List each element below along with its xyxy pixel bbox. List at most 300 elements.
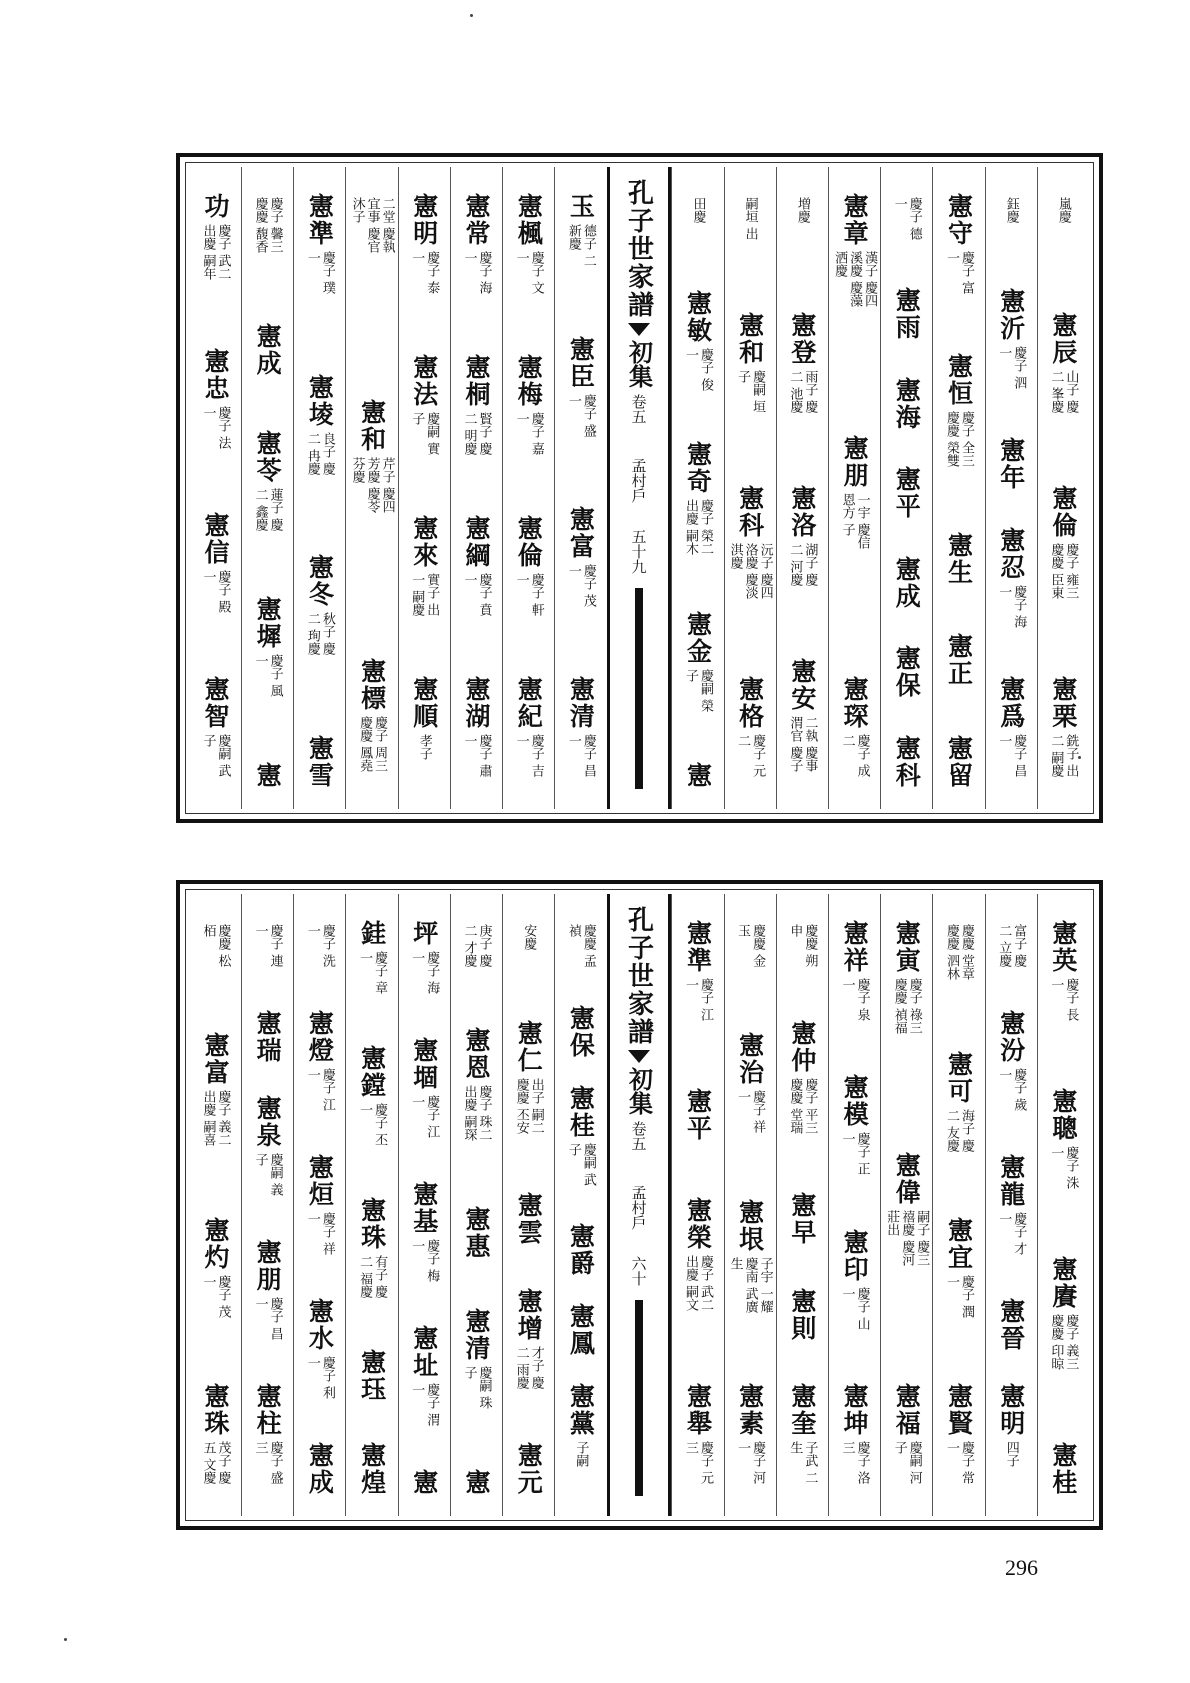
person-name: 憲科 — [892, 734, 922, 789]
entry-annotation: 海子 慶二 友慶 — [943, 1108, 974, 1152]
person-name: 憲奎 — [787, 1383, 817, 1438]
entry-annotation: 慶子 海一 — [996, 585, 1027, 629]
genealogy-entry — [728, 485, 773, 616]
genealogy-entry — [683, 1197, 713, 1328]
person-name: 憲忠 — [200, 348, 230, 403]
person-name: 憲年 — [996, 437, 1026, 491]
entry-annotation: 賢子 慶二 明慶 — [461, 412, 492, 456]
person-name: 憲順 — [409, 676, 439, 731]
entry-column — [190, 167, 241, 809]
entry-annotation: 四子 — [1003, 1441, 1019, 1468]
genealogy-entry — [409, 1469, 439, 1496]
person-name: 憲雪 — [305, 734, 335, 789]
entry-annotation: 富子 慶二 立慶 — [996, 924, 1027, 968]
genealogy-entry — [409, 1181, 439, 1294]
genealogy-entry — [944, 1383, 974, 1496]
entry-annotation: 慶子 周三 慶慶 鳳堯 — [357, 716, 388, 773]
person-name: 憲桂 — [566, 1084, 596, 1139]
entry-annotation: 慶子 常一 — [943, 1441, 974, 1485]
entry-annotation: 慶子 嘉一 — [513, 412, 544, 456]
genealogy-entry — [683, 920, 713, 1033]
scan-speck — [470, 14, 473, 17]
genealogy-entry — [357, 920, 387, 1006]
entry-annotation: 慶慶 朔申 — [787, 924, 818, 968]
person-name: 憲來 — [409, 515, 439, 570]
genealogy-entry — [566, 1303, 596, 1358]
person-name: 憲明 — [996, 1383, 1026, 1438]
person-name: 憲治 — [735, 1032, 765, 1087]
genealogy-entry — [892, 645, 922, 700]
entry-column — [776, 167, 828, 809]
person-name: 憲梅 — [514, 354, 544, 409]
entry-annotation: 湖子 慶二 河慶 — [787, 543, 818, 587]
entry-column — [398, 894, 450, 1516]
person-name: 憲格 — [735, 676, 765, 731]
person-name: 憲珠 — [357, 1196, 387, 1251]
genealogy-entry — [566, 920, 596, 979]
genealogy-entry — [461, 515, 491, 628]
entry-annotation: 慶子 肅一 — [461, 734, 492, 778]
person-name: 憲珏 — [357, 1348, 387, 1403]
genealogy-entry — [461, 1308, 491, 1421]
person-name: 憲琛 — [840, 676, 870, 731]
person-name: 憲忍 — [996, 527, 1026, 582]
genealogy-entry — [305, 374, 335, 487]
genealogy-entry — [409, 920, 439, 1006]
genealogy-entry — [683, 441, 713, 572]
person-name: 憲楓 — [514, 193, 544, 247]
genealogy-entry — [996, 1298, 1026, 1352]
genealogy-entry — [892, 466, 922, 521]
entry-column — [241, 167, 293, 809]
person-name: 憲元 — [514, 1441, 544, 1496]
entry-annotation: 慶子 義三 慶慶 印晾 — [1048, 1313, 1079, 1370]
entry-annotation: 沅子 慶四 洛慶 慶淡 淇慶 — [727, 543, 773, 600]
genealogy-entry — [996, 437, 1026, 491]
entry-annotation: 子嗣 — [573, 1441, 589, 1468]
person-name: 憲朋 — [840, 434, 870, 489]
person-name: 憲英 — [1048, 920, 1078, 974]
entry-annotation: 慶子 吉一 — [513, 734, 544, 778]
entry-annotation: 慶子 盛一 — [565, 394, 596, 438]
genealogy-entry — [735, 312, 765, 425]
entry-annotation: 實子 出一 嗣慶 — [409, 573, 440, 617]
person-name: 憲雨 — [892, 287, 922, 342]
entry-annotation: 慶子 雍三 慶慶 臣東 — [1048, 543, 1079, 600]
entry-annotation: 慶子 才一 — [996, 1212, 1027, 1256]
genealogy-entry — [200, 1217, 230, 1330]
entry-column — [398, 167, 450, 809]
person-name: 憲和 — [735, 312, 765, 367]
person-name: 憲桂 — [1048, 1441, 1078, 1496]
person-name: 憲 — [461, 1468, 491, 1496]
genealogy-leaf-59 — [176, 153, 1103, 823]
genealogy-entry — [840, 920, 870, 1033]
person-name: 憲增 — [514, 1287, 544, 1342]
entry-annotation: 慶子 河一 — [735, 1441, 766, 1485]
entry-annotation: 慶子 全三 慶慶 榮雙 — [943, 411, 974, 468]
person-name: 憲信 — [200, 512, 230, 567]
entry-annotation: 慶子 昌一 — [996, 734, 1027, 778]
entry-annotation: 慶嗣 實子 — [409, 412, 440, 456]
genealogy-entry — [566, 1383, 596, 1496]
genealogy-entry — [253, 1383, 283, 1496]
entry-annotation: 芹子 慶四 芳慶 慶苓 芬慶 — [349, 456, 395, 513]
person-name: 功 — [200, 193, 230, 220]
genealogy-entry — [996, 288, 1026, 401]
entry-annotation: 嗣垣 出 — [742, 197, 758, 241]
entry-annotation: 慶嗣 河子 — [891, 1441, 922, 1485]
genealogy-entry — [840, 1383, 870, 1496]
entry-column — [828, 894, 880, 1516]
genealogy-entry — [461, 1205, 491, 1260]
household-label: 孟村戶 — [629, 458, 648, 503]
entry-annotation: 慶子 賁一 — [461, 573, 492, 617]
page-number: 296 — [1005, 1555, 1038, 1580]
person-name: 憲早 — [787, 1192, 817, 1247]
entry-annotation: 嗣子 慶三 禧慶 慶河 莊出 — [884, 1209, 930, 1266]
entry-column — [554, 894, 606, 1516]
person-name: 憲恒 — [944, 353, 974, 408]
entry-annotation: 山子 慶二 峯慶 — [1048, 370, 1079, 414]
entry-annotation: 慶子 茂一 — [565, 564, 596, 608]
entry-annotation: 慶子 武二 出慶 嗣文 — [682, 1255, 713, 1312]
person-name: 憲成 — [253, 323, 283, 378]
person-name: 憲灼 — [200, 1216, 230, 1271]
genealogy-entry — [944, 353, 974, 484]
entry-annotation: 有子 慶二 福慶 — [357, 1254, 388, 1298]
entry-annotation: 鈺慶 — [1003, 197, 1019, 223]
genealogy-entry — [253, 1239, 283, 1352]
entry-column — [293, 894, 345, 1516]
person-name: 憲清 — [461, 1308, 491, 1363]
person-name: 憲汾 — [996, 1010, 1026, 1064]
entry-annotation: 德子 二 新慶 — [565, 224, 596, 268]
genealogy-entry — [795, 193, 810, 252]
genealogy-entry — [253, 761, 283, 789]
entry-column — [293, 167, 345, 809]
genealogy-entry — [253, 920, 283, 979]
person-name: 憲柱 — [253, 1383, 283, 1438]
entry-column — [724, 167, 776, 809]
genealogy-entry — [409, 676, 439, 789]
entry-column — [671, 894, 723, 1516]
entry-column — [502, 167, 554, 809]
person-name: 憲坤 — [840, 1383, 870, 1438]
entry-column — [932, 167, 984, 809]
column-row — [190, 167, 1089, 809]
person-name: 憲倫 — [514, 515, 544, 570]
genealogy-entry — [787, 485, 817, 598]
scan-speck — [64, 1638, 67, 1641]
person-name: 憲奇 — [683, 441, 713, 496]
entry-annotation: 慶子 祿三 慶慶 禎福 — [891, 978, 922, 1035]
person-name: 憲正 — [944, 633, 974, 688]
person-name: 憲成 — [892, 555, 922, 610]
genealogy-entry — [996, 920, 1026, 979]
entry-column — [880, 894, 932, 1516]
genealogy-entry — [884, 1152, 929, 1283]
entry-annotation: 慶子 洛三 — [839, 1441, 870, 1485]
person-name: 憲聰 — [1048, 1087, 1078, 1142]
entry-annotation: 慶子 利一 — [304, 1356, 335, 1400]
genealogy-entry — [514, 1020, 544, 1151]
genealogy-entry — [305, 1154, 335, 1267]
entry-annotation: 慶子 祥一 — [735, 1090, 766, 1134]
entry-annotation: 慶子 元二 — [735, 734, 766, 778]
leaf-number: 五十九 — [629, 529, 648, 574]
genealogy-entry — [566, 193, 596, 279]
person-name: 憲科 — [735, 485, 765, 540]
entry-column — [828, 167, 880, 809]
genealogy-entry — [566, 506, 596, 619]
entry-annotation: 慶子 富一 — [943, 251, 974, 295]
genealogy-entry — [200, 348, 230, 461]
genealogy-entry — [840, 1229, 870, 1342]
person-name: 憲平 — [683, 1087, 713, 1142]
center-rule — [635, 588, 643, 789]
center-fold — [607, 894, 672, 1516]
genealogy-entry — [305, 1298, 335, 1411]
entry-annotation: 良子 慶二 冉慶 — [304, 431, 335, 475]
genealogy-entry — [683, 290, 713, 403]
entry-annotation: 慶子 洗一 — [304, 924, 335, 968]
entry-annotation: 慶子 泰一 — [409, 251, 440, 295]
genealogy-entry — [683, 761, 713, 789]
person-name: 憲榮 — [683, 1197, 713, 1252]
person-name: 憲章 — [840, 193, 870, 247]
entry-annotation: 慶慶 堂章 慶慶 泗林 — [943, 924, 974, 981]
person-name: 憲冬 — [305, 554, 335, 609]
person-name: 憲則 — [787, 1287, 817, 1342]
person-name: 憲惠 — [461, 1205, 491, 1260]
person-name: 憲生 — [944, 531, 974, 586]
entry-annotation: 慶子 平三 慶慶 堂瑞 — [787, 1078, 818, 1135]
genealogy-entry — [521, 920, 536, 979]
entry-column — [450, 167, 502, 809]
person-name: 憲敏 — [683, 290, 713, 345]
genealogy-entry — [996, 527, 1026, 640]
genealogy-entry — [409, 354, 439, 467]
genealogy-entry — [305, 920, 335, 979]
genealogy-entry — [514, 1288, 544, 1401]
fish-tail-mark — [628, 1050, 650, 1063]
genealogy-entry — [996, 1154, 1026, 1267]
person-name: 憲素 — [735, 1383, 765, 1438]
entry-annotation: 慶子 珠二 出慶 嗣琛 — [461, 1084, 492, 1141]
entry-annotation: 慶子 丕一 — [357, 1102, 388, 1147]
entry-annotation: 秋子 慶二 珣慶 — [304, 612, 335, 656]
person-name: 憲瑞 — [253, 1010, 283, 1064]
entry-column — [502, 894, 554, 1516]
person-name: 憲鳳 — [566, 1303, 596, 1358]
person-name: 憲燈 — [305, 1010, 335, 1064]
genealogy-entry — [200, 512, 230, 625]
entry-annotation: 慶子 俊一 — [682, 348, 713, 392]
entry-annotation: 二執 慶事 渭官 慶子 — [787, 716, 818, 773]
entry-annotation: 慶子 風一 — [252, 654, 283, 698]
genealogy-entry — [892, 920, 922, 1051]
genealogy-entry — [728, 1199, 773, 1330]
entry-annotation: 慶子 江一 — [682, 978, 713, 1022]
person-name: 憲桐 — [461, 354, 491, 409]
edition-label: 初集 — [624, 340, 654, 388]
genealogy-entry — [892, 555, 922, 610]
volume-label: 卷五 — [629, 394, 648, 424]
person-name: 憲晉 — [996, 1298, 1026, 1352]
genealogy-entry — [461, 1027, 491, 1158]
center-fold — [607, 167, 672, 809]
genealogy-entry — [566, 1223, 596, 1278]
entry-annotation: 茂子 慶五 文慶 — [200, 1441, 231, 1485]
person-name: 憲智 — [200, 676, 230, 731]
person-name: 憲準 — [683, 920, 713, 974]
genealogy-entry — [566, 336, 596, 449]
genealogy-entry — [840, 676, 870, 789]
column-row — [190, 894, 1089, 1516]
genealogy-entry — [996, 1010, 1026, 1123]
person-name: 憲臣 — [566, 336, 596, 391]
genealogy-entry — [1048, 676, 1078, 789]
entry-annotation: 慶子 潤一 — [943, 1274, 974, 1319]
entry-annotation: 慶子 海一 — [409, 951, 440, 995]
genealogy-entry — [683, 611, 713, 724]
entry-annotation: 出子 嗣二 慶慶 丕安 — [513, 1078, 544, 1135]
genealogy-entry — [305, 734, 335, 789]
genealogy-entry — [253, 596, 283, 709]
entry-annotation: 慶嗣 義子 — [252, 1153, 283, 1197]
genealogy-entry — [305, 554, 335, 667]
genealogy-entry — [253, 1010, 283, 1064]
entry-annotation: 慶子 泗一 — [996, 346, 1027, 390]
entry-column — [985, 894, 1037, 1516]
person-name: 銈 — [357, 920, 387, 947]
entry-annotation: 庚子 慶二 才慶 — [461, 924, 492, 968]
person-name: 憲鏜 — [357, 1044, 387, 1099]
entry-annotation: 慶子 梅一 — [409, 1239, 440, 1283]
scan-speck — [1078, 756, 1081, 759]
entry-annotation: 慶子 山一 — [839, 1286, 870, 1331]
entry-column — [776, 894, 828, 1516]
genealogy-entry — [735, 1383, 765, 1496]
genealogy-entry — [787, 920, 817, 979]
genealogy-entry — [1048, 1088, 1078, 1201]
entry-column — [1037, 894, 1089, 1516]
entry-annotation: 慶子 江一 — [304, 1068, 335, 1112]
entry-annotation: 一宇 慶信 恩方 子 — [839, 492, 870, 549]
person-name: 坪 — [409, 920, 439, 947]
genealogy-entry — [832, 193, 877, 324]
entry-column — [932, 894, 984, 1516]
genealogy-entry — [735, 676, 765, 789]
genealogy-entry — [944, 633, 974, 688]
genealogy-entry — [357, 1045, 387, 1158]
entry-column — [671, 167, 723, 809]
genealogy-entry — [200, 1032, 230, 1163]
genealogy-entry — [996, 1383, 1026, 1496]
person-name: 憲栗 — [1048, 676, 1078, 731]
person-name: 憲賢 — [944, 1383, 974, 1438]
genealogy-entry — [944, 920, 974, 997]
genealogy-entry — [200, 920, 230, 979]
person-name: 憲宜 — [944, 1216, 974, 1271]
genealogy-entry — [566, 1085, 596, 1198]
entry-annotation: 慶嗣 榮子 — [682, 668, 713, 712]
person-name: 憲址 — [409, 1325, 439, 1379]
entry-annotation: 慶子 泉一 — [839, 978, 870, 1022]
entry-annotation: 慶子 盛三 — [252, 1441, 283, 1485]
genealogy-entry — [409, 1325, 439, 1438]
person-name: 憲寅 — [892, 920, 922, 974]
entry-annotation: 慶子 長一 — [1048, 978, 1079, 1022]
person-name: 憲留 — [944, 734, 974, 789]
genealogy-entry — [1048, 920, 1078, 1033]
person-name: 憲爵 — [566, 1223, 596, 1278]
entry-annotation: 孝子 — [416, 734, 432, 761]
genealogy-entry — [514, 1441, 544, 1496]
genealogy-entry — [357, 658, 387, 789]
entry-annotation: 慶子 正一 — [839, 1132, 870, 1176]
genealogy-entry — [350, 193, 395, 270]
entry-annotation: 慶子 昌一 — [565, 734, 596, 778]
person-name: 憲垠 — [735, 1198, 765, 1253]
entry-annotation: 子武 二生 — [787, 1441, 818, 1485]
person-name: 憲泉 — [253, 1095, 283, 1150]
genealogy-entry — [200, 1383, 230, 1496]
entry-annotation: 慶子 榮二 出慶 嗣木 — [682, 499, 713, 556]
person-name: 憲恩 — [461, 1026, 491, 1081]
genealogy-entry — [514, 354, 544, 467]
person-name: 憲黨 — [566, 1383, 596, 1438]
genealogy-entry — [1048, 1256, 1078, 1387]
person-name: 憲可 — [944, 1050, 974, 1105]
genealogy-entry — [892, 376, 922, 431]
person-name: 憲福 — [892, 1383, 922, 1438]
genealogy-entry — [735, 1032, 765, 1145]
genealogy-entry — [514, 1192, 544, 1247]
entry-annotation: 蓮子 慶二 鑫慶 — [252, 488, 283, 532]
genealogy-entry — [996, 676, 1026, 789]
genealogy-entry — [200, 676, 230, 789]
person-name: 憲法 — [409, 354, 439, 409]
person-name: 憲辰 — [1048, 312, 1078, 367]
volume-label: 卷五 — [629, 1121, 648, 1151]
entry-annotation: 慶子 殿一 — [200, 570, 231, 614]
person-name: 憲富 — [200, 1032, 230, 1087]
person-name: 憲龍 — [996, 1154, 1026, 1208]
genealogy-entry — [409, 515, 439, 628]
fish-tail-mark — [628, 323, 650, 336]
genealogy-entry — [787, 1020, 817, 1151]
person-name: 憲雲 — [514, 1192, 544, 1247]
entry-annotation: 慶嗣 武子 — [565, 1142, 596, 1186]
entry-annotation: 慶嗣 武子 — [200, 734, 231, 778]
genealogy-entry — [1048, 485, 1078, 616]
genealogy-entry — [944, 734, 974, 789]
entry-annotation: 慶子 昌一 — [252, 1297, 283, 1341]
person-name: 憲安 — [787, 658, 817, 713]
entry-column — [450, 894, 502, 1516]
genealogy-entry — [944, 1051, 974, 1164]
genealogy-entry — [253, 193, 283, 270]
genealogy-entry — [514, 193, 544, 306]
genealogy-entry — [1048, 1441, 1078, 1496]
person-name: 憲印 — [840, 1228, 870, 1283]
entry-annotation: 慶子 渭一 — [409, 1383, 440, 1427]
genealogy-entry — [690, 193, 705, 252]
genealogy-entry — [840, 1074, 870, 1187]
person-name: 憲爲 — [996, 676, 1026, 731]
